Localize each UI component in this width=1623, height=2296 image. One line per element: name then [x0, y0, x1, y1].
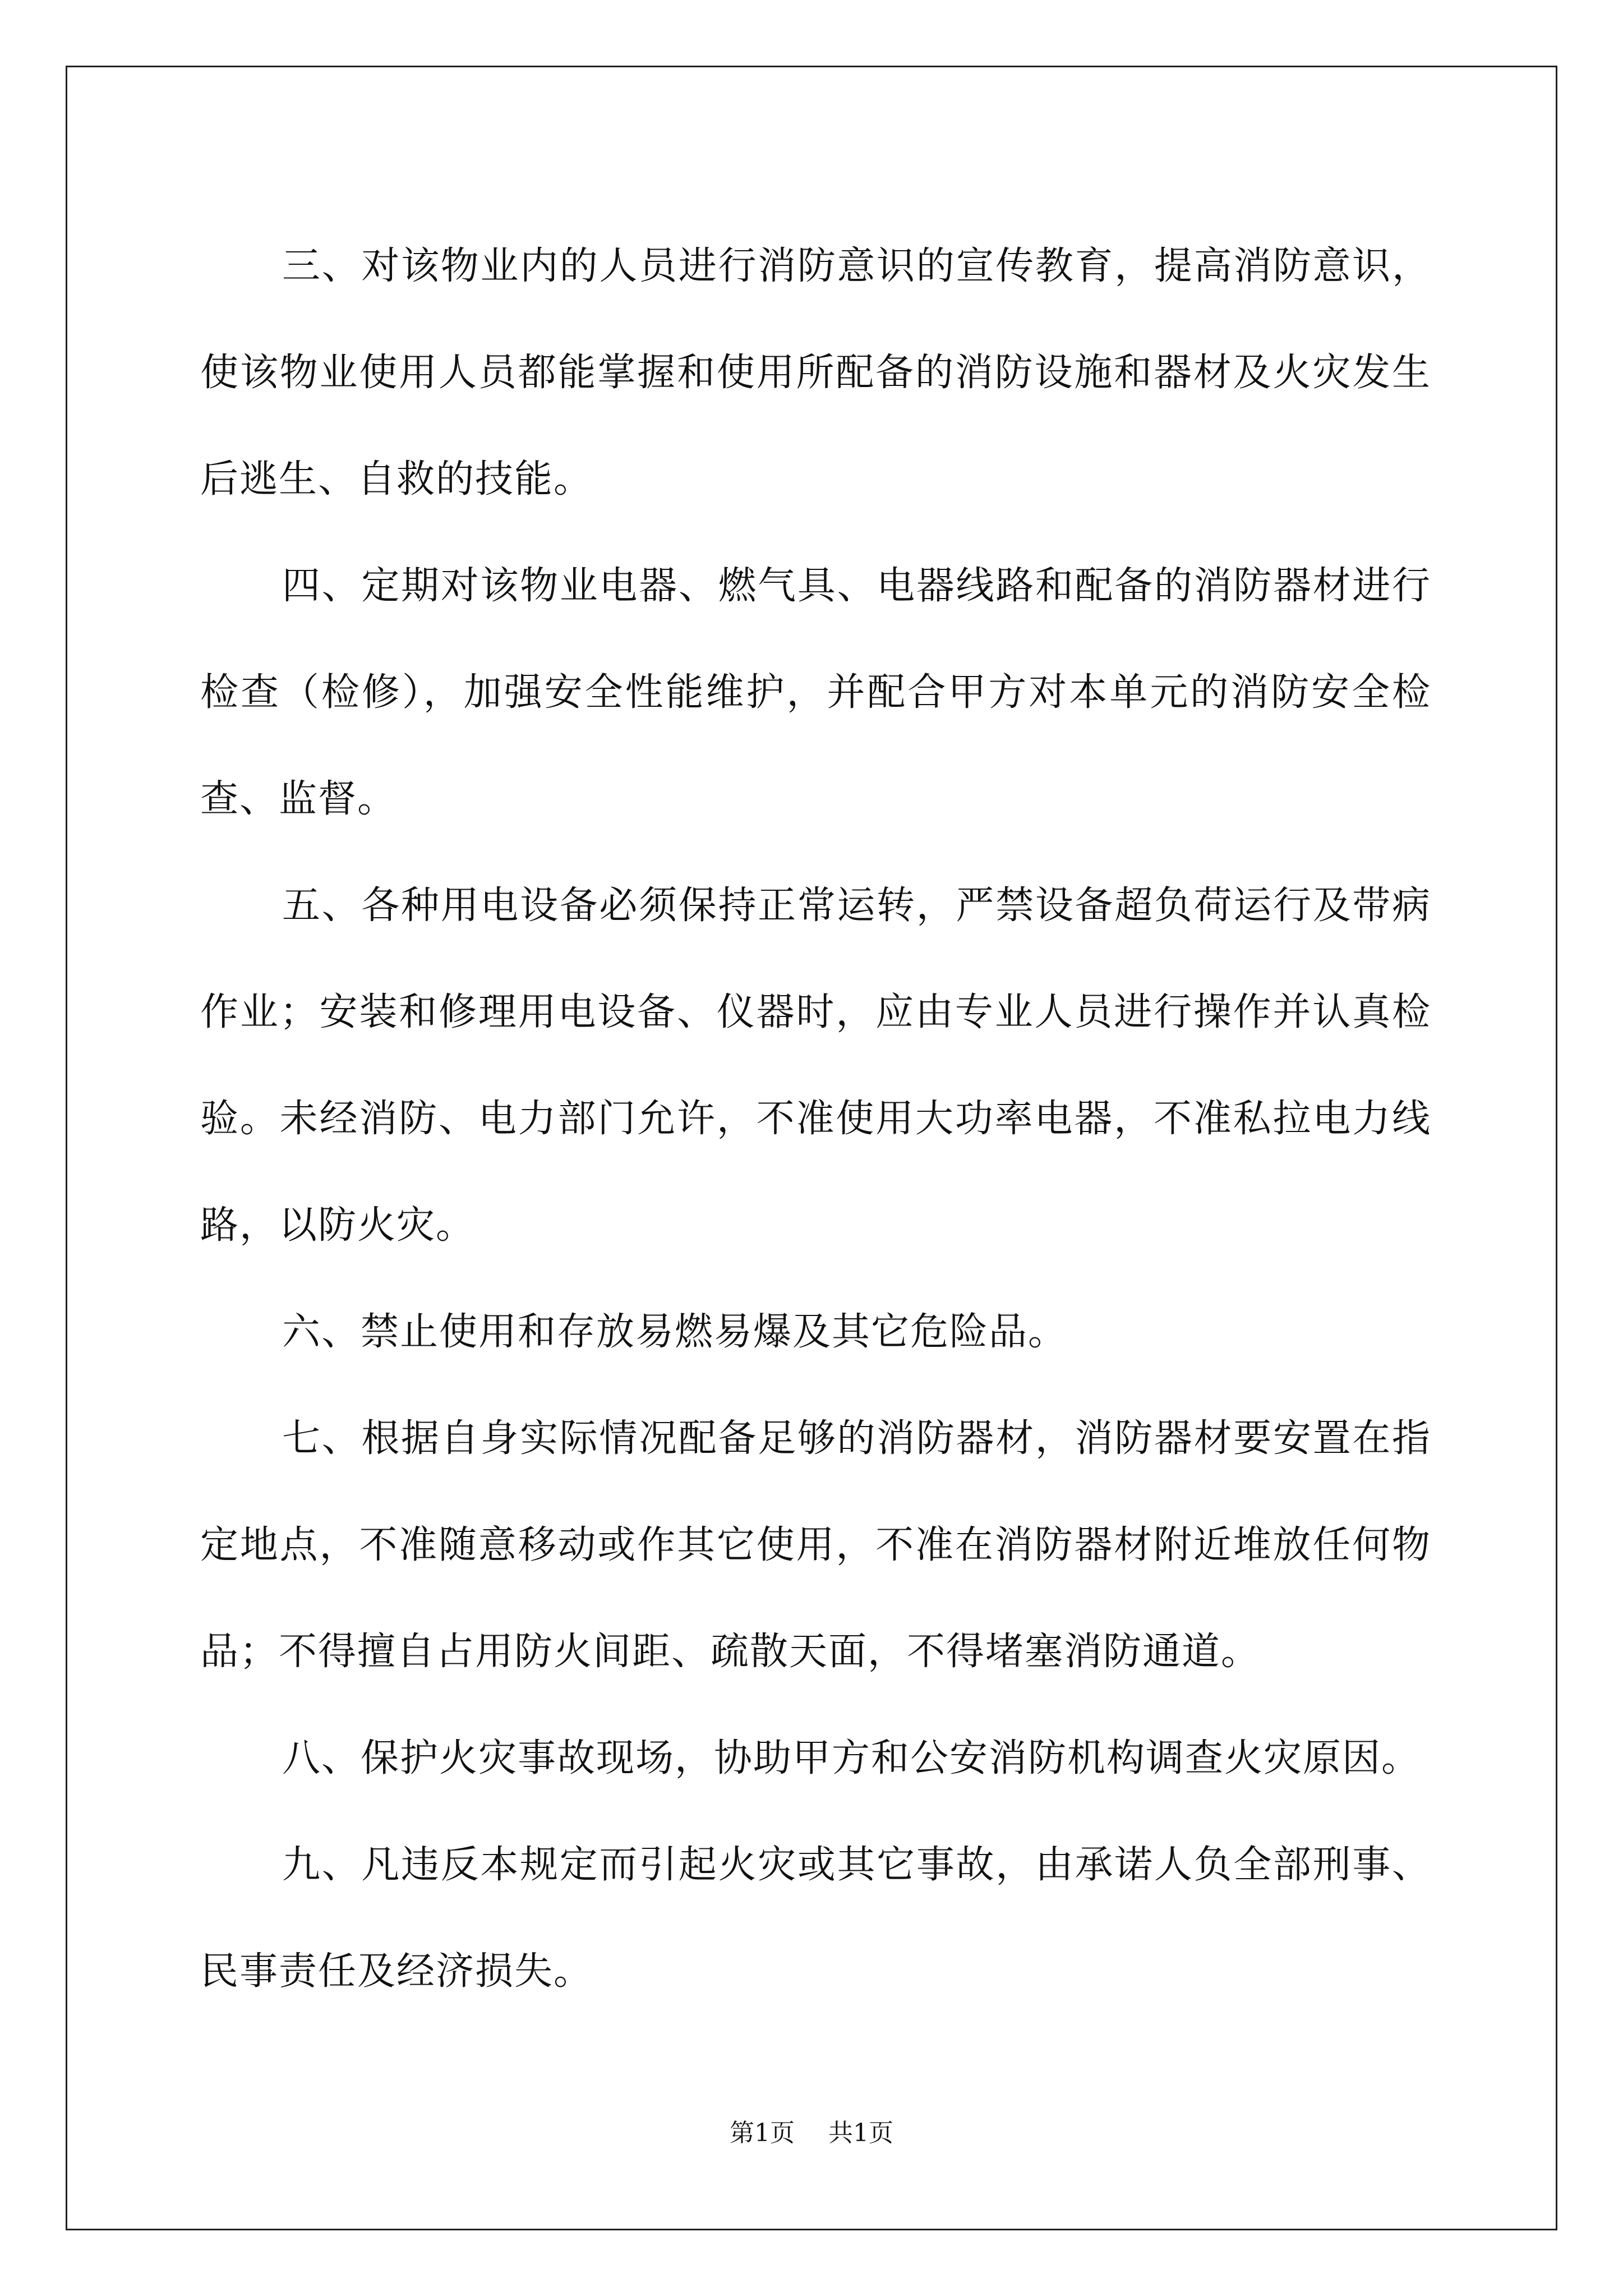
page-number: 第1页	[730, 2119, 795, 2147]
paragraph-6: 六、禁止使用和存放易燃易爆及其它危险品。	[282, 1310, 1068, 1354]
paragraph-4: 四、定期对该物业电器、燃气具、电器线路和配备的消防器材进行检查（检修），加强安全性能维护，并配合甲方对本单元的消防安全检查、监督。	[200, 564, 1431, 821]
page-total: 共1页	[828, 2119, 893, 2147]
page-footer	[0, 2116, 1623, 2150]
paragraph-9: 九、凡违反本规定而引起火灾或其它事故，由承诺人负全部刑事、民事责任及经济损失。	[200, 1843, 1431, 1994]
document-body	[200, 213, 1431, 2025]
paragraph-3: 三、对该物业内的人员进行消防意识的宣传教育，提高消防意识，使该物业使用人员都能掌握和使用所配备的消防设施和器材及火灾发生后逃生、自救的技能。	[200, 244, 1431, 501]
paragraph-5: 五、各种用电设备必须保持正常运转，严禁设备超负荷运行及带病作业；安装和修理用电设备、仪器时，应由专业人员进行操作并认真检验。未经消防、电力部门允许，不准使用大功率电器，不准私拉电力线路，以防火灾。	[200, 884, 1431, 1248]
paragraph-8: 八、保护火灾事故现场，协助甲方和公安消防机构调查火灾原因。	[282, 1736, 1421, 1780]
paragraph-7: 七、根据自身实际情况配备足够的消防器材，消防器材要安置在指定地点，不准随意移动或作其它使用，不准在消防器材附近堆放任何物品；不得擅自占用防火间距、疏散天面，不得堵塞消防通道。	[200, 1416, 1431, 1674]
